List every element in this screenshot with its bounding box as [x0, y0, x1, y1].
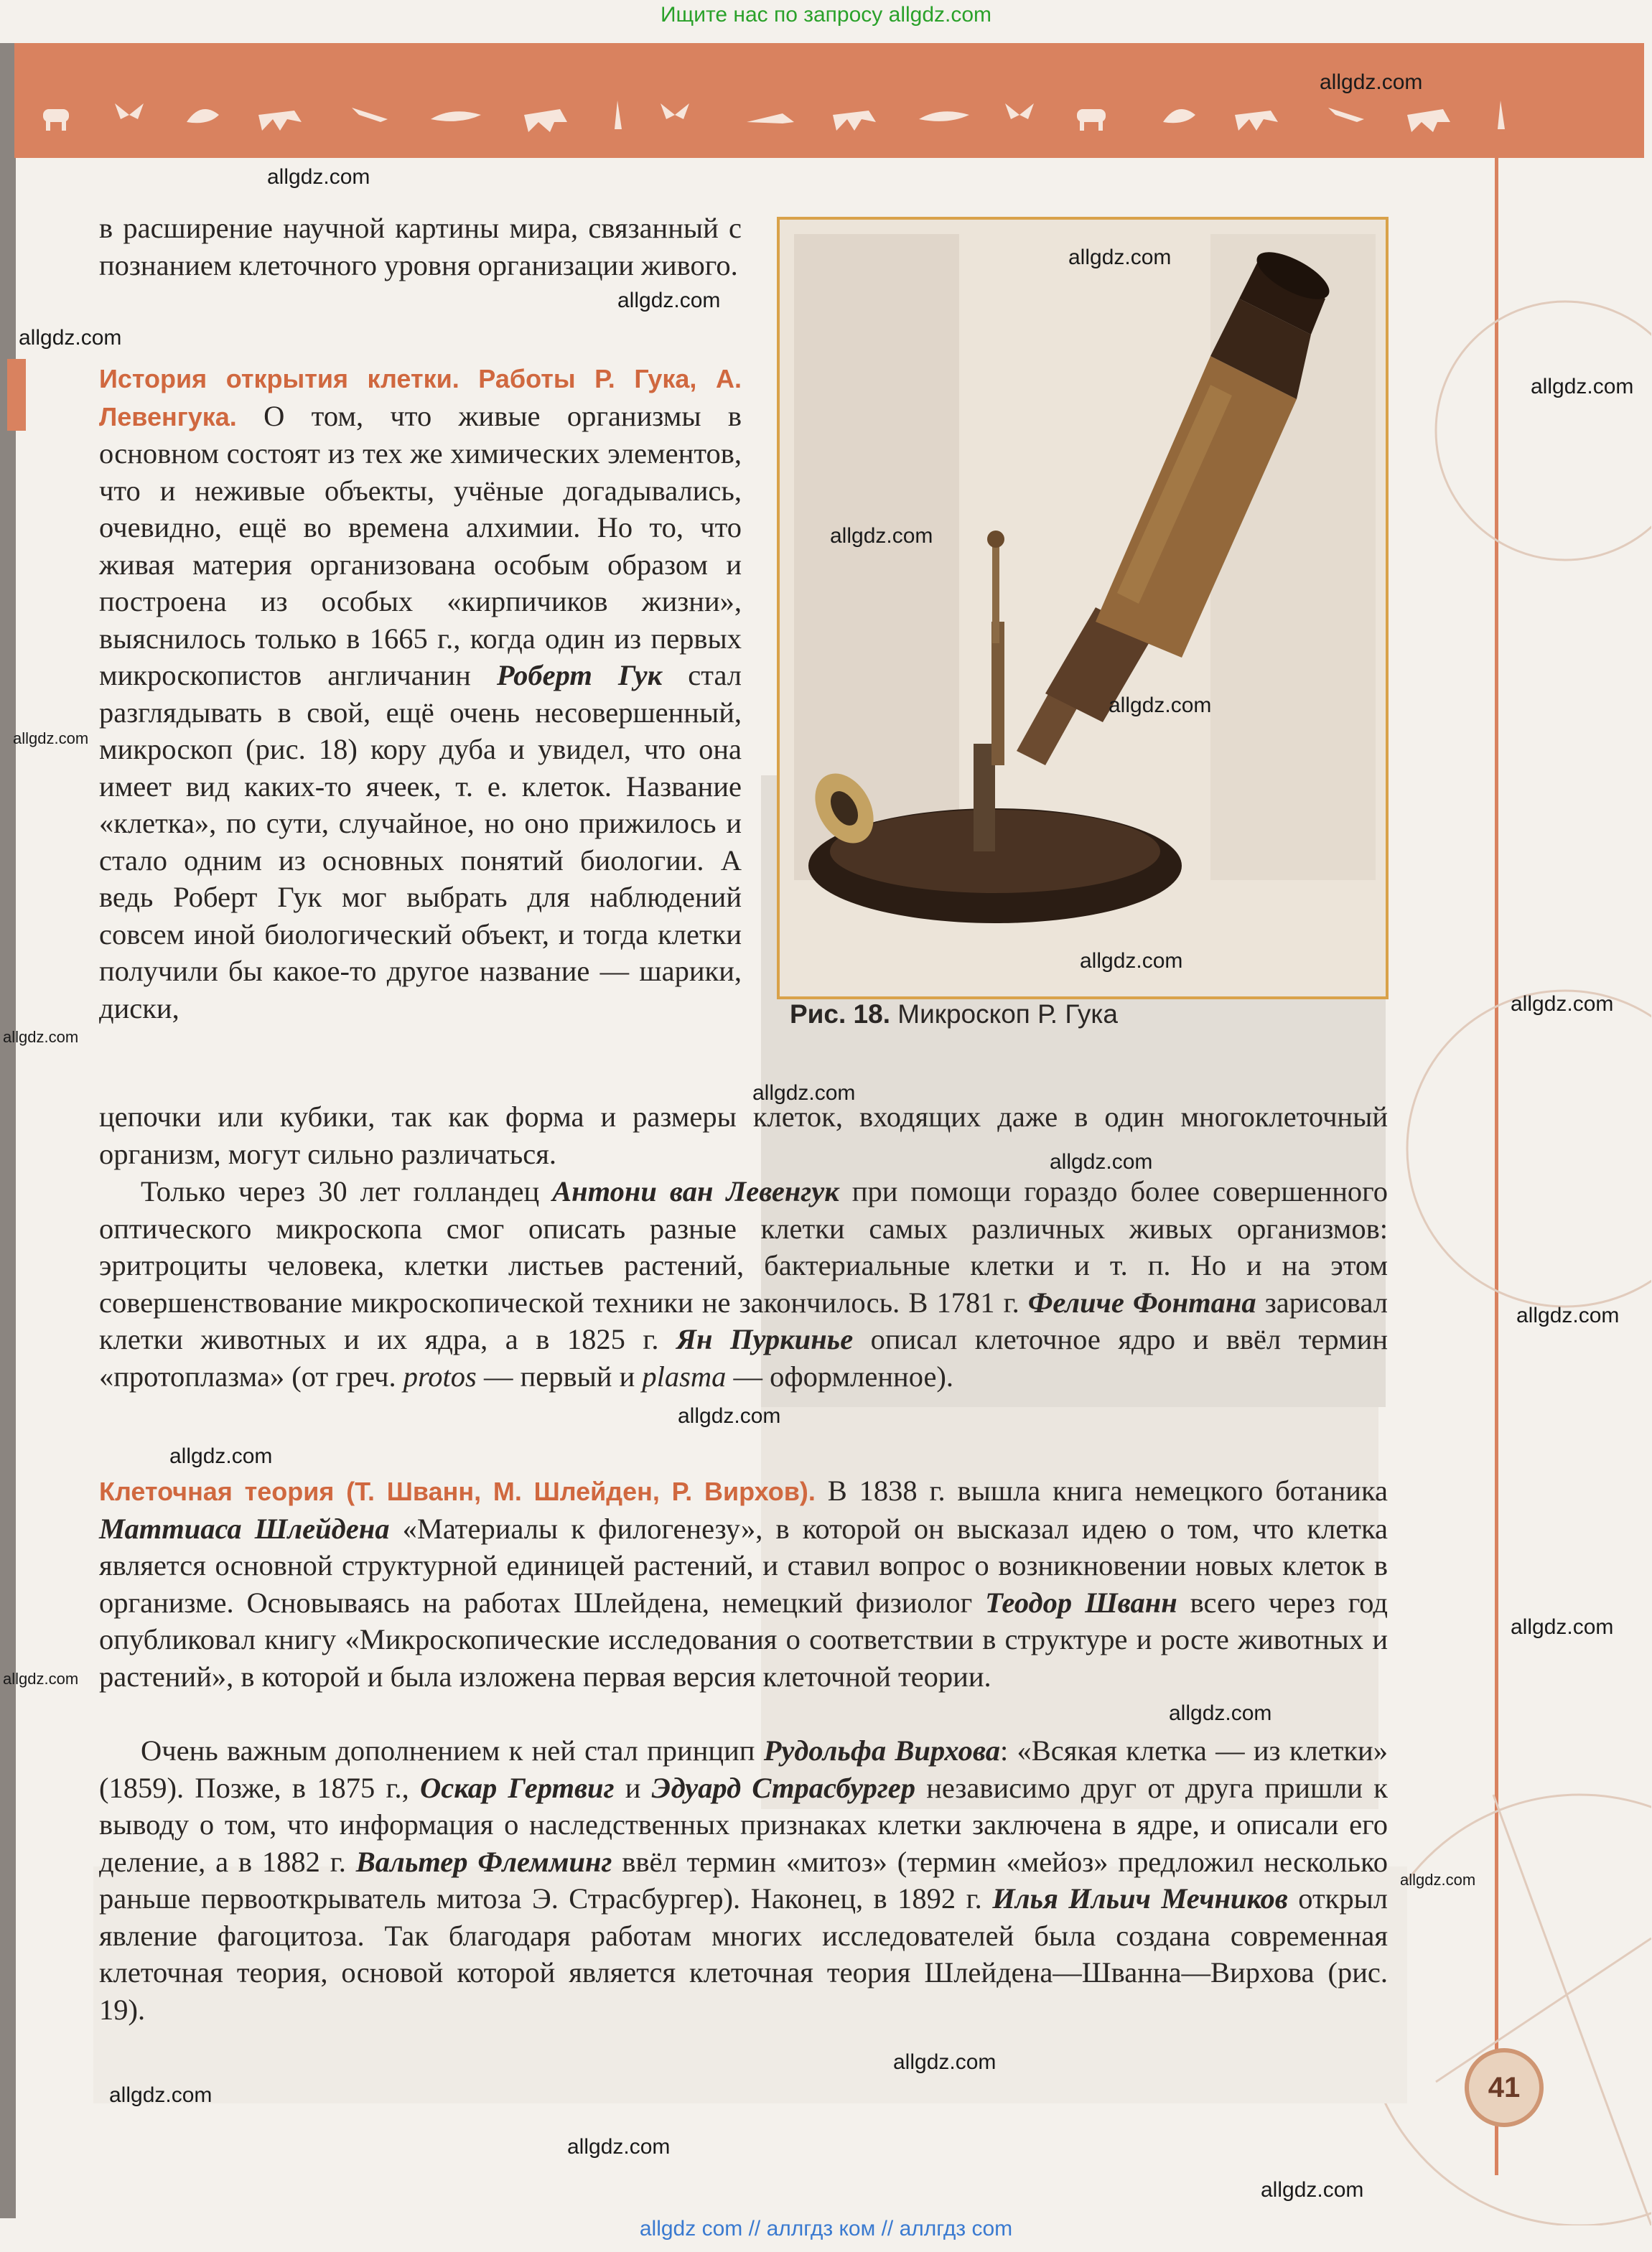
virchow-text-1: Очень важным дополнением к ней стал принцип [141, 1734, 764, 1767]
animal-icon [43, 101, 1505, 132]
watermark-text[interactable]: allgdz.com [1109, 693, 1212, 717]
history-paragraph-continuation [99, 1098, 1388, 1172]
history-heading: История открытия клетки. Работы Р. Гука, А. Левенгука. [99, 364, 742, 431]
watermark-text[interactable]: allgdz.com [1169, 1701, 1272, 1725]
name-strasburger: Эдуард Страсбургер [651, 1771, 916, 1804]
name-leeuwenhoek: Антони ван Левенгук [552, 1175, 839, 1207]
animal-silhouettes [43, 93, 1594, 136]
watermark-text[interactable]: allgdz.com [1511, 1615, 1614, 1639]
term-protos: protos [403, 1360, 477, 1393]
term-plasma: plasma [642, 1360, 727, 1393]
leeuwenhoek-paragraph [99, 1173, 1388, 1395]
watermark-text[interactable]: allgdz.com [1080, 949, 1183, 973]
history-text-1: О том, что живые организмы в основном состоят из тех же химических элементов, что и неживые объекты, учёные догадывались, очевидно, ещё во времена алхимии. Но то, что живая материя организована особым образом и построена из особых «кирпичиков жизни», выяснилось только в 1665 г., когда один из первых микроскопистов англичанин [99, 399, 742, 691]
history-paragraph [99, 360, 742, 1027]
watermark-text[interactable]: allgdz.com [1068, 246, 1172, 269]
watermark-text[interactable]: allgdz.com [1400, 1871, 1476, 1889]
name-fontana: Феличе Фонтана [1027, 1286, 1256, 1319]
watermark-text[interactable]: allgdz.com [678, 1404, 781, 1428]
watermark-text[interactable]: allgdz.com [1516, 1304, 1620, 1327]
watermark-text[interactable]: allgdz.com [617, 289, 721, 312]
figure-frame [777, 217, 1389, 999]
leeuwenhoek-text-3: зарисовал клетки животных и их ядра, а в 1825 г. [99, 1286, 1389, 1355]
watermark-text[interactable]: allgdz.com [267, 165, 370, 189]
name-hertwig: Оскар Гертвиг [420, 1771, 615, 1804]
watermark-text[interactable]: allgdz.com [3, 1028, 79, 1046]
figure-caption [790, 999, 1378, 1029]
name-flemming: Вальтер Флемминг [355, 1845, 612, 1878]
virchow-paragraph [99, 1732, 1388, 2028]
footer-notice[interactable]: allgdz com // аллгдз ком // аллгдз com [639, 2217, 1013, 2241]
watermark-text[interactable]: allgdz.com [567, 2135, 671, 2159]
leeuwenhoek-text-6: — оформленное). [726, 1360, 954, 1393]
history-text-3: цепочки или кубики, так как форма и размеры клеток, входящих даже в один многоклеточный организм, могут сильно различаться. [99, 1101, 1388, 1170]
history-text-2: стал разглядывать в свой, ещё очень несовершенный, микроскоп (рис. 18) кору дуба и увидел, что она имеет вид каких-то ячеек, т. е. клеток. Название «клетка», по сути, случайное, но оно прижилось и стало одним из основных понятий биологии. А ведь Роберт Гук мог выбрать для наблюдений совсем иной биологический объект, и тогда клетки получили бы какое-то другое название — шарики, диски, [99, 659, 742, 1024]
watermark-text[interactable]: allgdz.com [1511, 992, 1614, 1016]
virchow-text-4: независимо друг от друга пришли к выводу о том, что информация о наследственных признаках клетки заключена в ядре, и описали его деление, а в 1882 г. [99, 1771, 1388, 1878]
watermark-text[interactable]: allgdz.com [893, 2050, 997, 2074]
watermark-text[interactable]: allgdz.com [3, 1670, 79, 1688]
watermark-text[interactable]: allgdz.com [169, 1444, 273, 1468]
figure-label: Рис. 18. [790, 999, 890, 1029]
leeuwenhoek-text-2: при помощи гораздо более совершенного оптического микроскопа смог описать разные клетки самых различных живых организмов: эритроциты человека, клетки листьев растений, бактериальные клетки и т. п. Но и на этом совершенствование микроскопической техники не закончилось. В 1781 г. [99, 1175, 1388, 1319]
watermark-text[interactable]: allgdz.com [13, 729, 89, 747]
leeuwenhoek-text-4: описал клеточное ядро и ввёл термин «протоплазма» (от греч. [99, 1323, 1388, 1393]
cell-theory-heading: Клеточная теория (Т. Шванн, М. Шлейден, Р. Вирхов). [99, 1477, 816, 1506]
cell-theory-paragraph [99, 1472, 1388, 1695]
watermark-text[interactable]: allgdz.com [1320, 70, 1423, 94]
watermark-text[interactable]: allgdz.com [19, 326, 122, 350]
hooke-microscope-photo [780, 220, 1386, 996]
watermark-text[interactable]: allgdz.com [109, 2083, 213, 2107]
name-hooke: Роберт Гук [496, 659, 663, 691]
name-schleiden: Маттиаса Шлейдена [99, 1512, 390, 1545]
watermark-text[interactable]: allgdz.com [1531, 375, 1634, 398]
intro-text: в расширение научной картины мира, связанный с познанием клеточного уровня организации живого. [99, 212, 742, 281]
cell-theory-text-3: всего через год опубликовал книгу «Микроскопические исследования о соответствии в структуре и росте животных и растений», в которой и была изложена первая версия клеточной теории. [99, 1586, 1388, 1693]
left-tab-marker [7, 359, 26, 431]
name-virchow: Рудольфа Вирхова [763, 1734, 1000, 1767]
virchow-text-3: и [614, 1771, 652, 1804]
watermark-text[interactable]: allgdz.com [830, 524, 933, 548]
intro-paragraph [99, 210, 742, 284]
cell-theory-text-2: «Материалы к филогенезу», в которой он высказал идею о том, что клетка является основной структурной единицей растений, и ставил вопрос о возникновении новых клеток в организме. Основываясь на работах Шлейдена, немецкий физиолог [99, 1512, 1388, 1619]
site-notice[interactable]: Ищите нас по запросу allgdz.com [660, 3, 992, 27]
cell-theory-text-1: В 1838 г. вышла книга немецкого ботаника [815, 1475, 1388, 1507]
leeuwenhoek-text-5: — первый и [476, 1360, 643, 1393]
page-number: 41 [1465, 2048, 1544, 2127]
figure-caption-text: Микроскоп Р. Гука [890, 999, 1118, 1029]
watermark-text[interactable]: allgdz.com [1261, 2178, 1364, 2202]
name-mechnikov: Илья Ильич Мечников [992, 1882, 1288, 1915]
name-purkinje: Ян Пуркинье [676, 1323, 854, 1355]
name-schwann: Теодор Шванн [985, 1586, 1177, 1619]
watermark-text[interactable]: allgdz.com [1050, 1150, 1153, 1174]
virchow-text-5: ввёл термин «митоз» (термин «мейоз» предложил несколько раньше первооткрыватель митоза Э. Страсбургер). Наконец, в 1892 г. [99, 1845, 1388, 1915]
virchow-text-6: открыл явление фагоцитоза. Так благодаря работам многих исследователей была создана современная клеточная теория, основой которой является клеточная теория Шлейдена—Шванна—Вирхова (рис. 19). [99, 1882, 1389, 2026]
virchow-text-2: : «Всякая клетка — из клетки» (1859). Позже, в 1875 г., [99, 1734, 1388, 1804]
watermark-text[interactable]: allgdz.com [752, 1081, 856, 1105]
leeuwenhoek-text-1: Только через 30 лет голландец [141, 1175, 553, 1207]
